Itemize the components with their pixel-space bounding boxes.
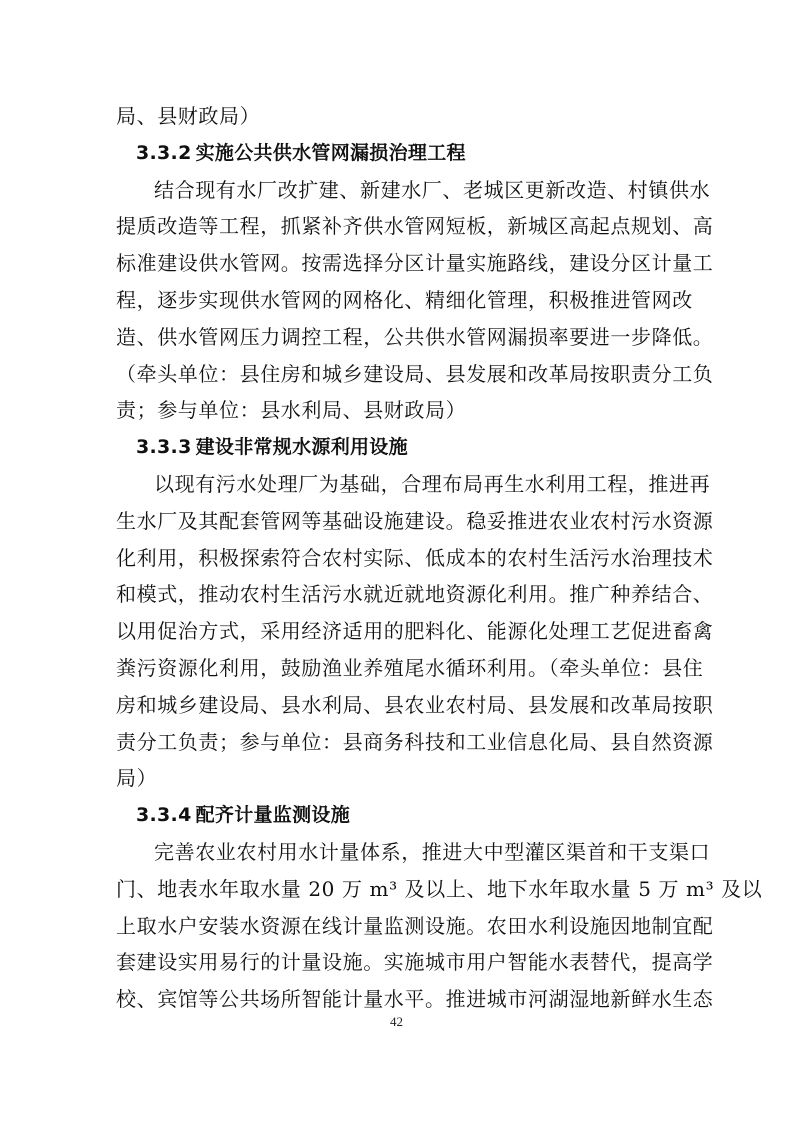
section-title: 实施公共供水管网漏损治理工程	[195, 141, 466, 164]
paragraph-line: 以现有污水处理厂为基础，合理布局再生水利用工程，推进再	[154, 471, 711, 496]
paragraph-line: 粪污资源化利用，鼓励渔业养殖尾水循环利用。（牵头单位：县住	[116, 655, 704, 680]
paragraph-line: 局）	[116, 766, 158, 791]
section-heading-3-3-2	[116, 135, 688, 172]
paragraph-line: 标准建设供水管网。按需选择分区计量实施路线，建设分区计量工	[116, 251, 714, 276]
paragraph-line: 提质改造等工程，抓紧补齐供水管网短板，新城区高起点规划、高	[116, 214, 714, 239]
paragraph-line: 完善农业农村用水计量体系，推进大中型灌区渠首和干支渠口	[154, 839, 711, 864]
paragraph-line: 上取水户安装水资源在线计量监测设施。农田水利设施因地制宜配	[116, 913, 714, 938]
paragraph-line: 责；参与单位：县水利局、县财政局）	[116, 398, 467, 423]
paragraph-line: 门、地表水年取水量 20 万 m³ 及以上、地下水年取水量 5 万 m³ 及以	[116, 876, 763, 901]
section-number: 3.3.2	[136, 141, 192, 164]
section-heading-3-3-3	[116, 429, 688, 466]
page-number: 42	[390, 1014, 403, 1029]
paragraph-line: 和模式，推动农村生活污水就近就地资源化利用。推广种养结合、	[116, 582, 714, 607]
paragraph-line: 化利用，积极探索符合农村实际、低成本的农村生活污水治理技术	[116, 545, 714, 570]
paragraph-line: 局、县财政局）	[116, 104, 261, 128]
paragraph-line: 校、宾馆等公共场所智能计量水平。推进城市河湖湿地新鲜水生态	[116, 987, 714, 1012]
section-number: 3.3.3	[136, 436, 192, 459]
paragraph-line: 责分工负责；参与单位：县商务科技和工业信息化局、县自然资源	[116, 729, 714, 754]
paragraph-line: 造、供水管网压力调控工程，公共供水管网漏损率要进一步降低。	[116, 324, 714, 349]
paragraph-line: 程，逐步实现供水管网的网格化、精细化管理，积极推进管网改	[116, 287, 693, 312]
paragraph-line: 房和城乡建设局、县水利局、县农业农村局、县发展和改革局按职	[116, 692, 714, 717]
paragraph-line: 以用促治方式，采用经济适用的肥料化、能源化处理工艺促进畜禽	[116, 619, 714, 644]
section-title: 配齐计量监测设施	[195, 804, 351, 827]
paragraph-line: （牵头单位：县住房和城乡建设局、县发展和改革局按职责分工负	[116, 361, 714, 386]
paragraph-line: 生水厂及其配套管网等基础设施建设。稳妥推进农业农村污水资源	[116, 508, 714, 533]
paragraph-line: 套建设实用易行的计量设施。实施城市用户智能水表替代，提高学	[116, 950, 714, 975]
section-title: 建设非常规水源利用设施	[195, 436, 408, 459]
section-heading-3-3-4	[116, 797, 688, 834]
page-content	[116, 98, 763, 1018]
paragraph-line: 结合现有水厂改扩建、新建水厂、老城区更新改造、村镇供水	[154, 177, 711, 202]
section-number: 3.3.4	[136, 804, 192, 827]
